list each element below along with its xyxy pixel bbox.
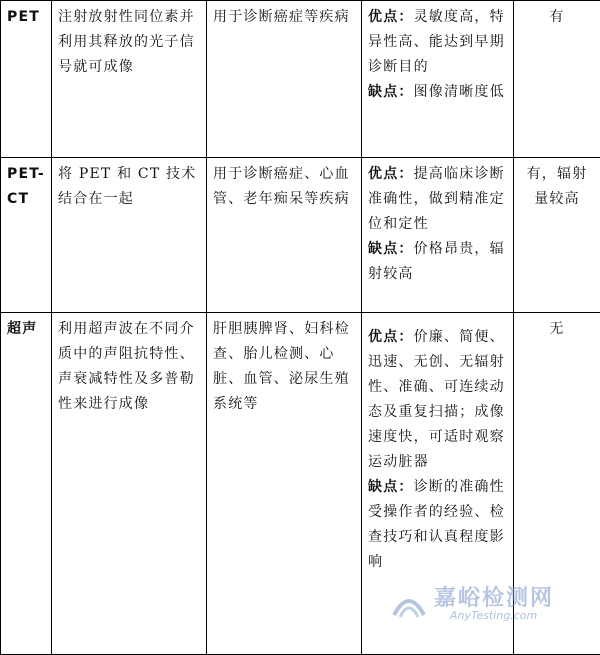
table-row bbox=[1, 313, 600, 655]
modality-name: PET-CT bbox=[1, 158, 52, 313]
cons-text: 价格昂贵，辐射较高 bbox=[368, 241, 505, 282]
modality-name: PET bbox=[1, 1, 52, 158]
watermark-en-text: AnyTesting.com bbox=[450, 609, 537, 622]
pros-text: 价廉、简便、迅速、无创、无辐射性、准确、可连续动态及重复扫描；成像速度快，可适时观察运动脏器 bbox=[368, 329, 505, 470]
application-cell: 用于诊断癌症等疾病 bbox=[207, 1, 362, 158]
cons-text: 图像清晰度低 bbox=[414, 84, 505, 100]
pros-label: 优点： bbox=[368, 329, 414, 345]
radiation-cell: 无 bbox=[514, 313, 600, 655]
pros-cons-cell bbox=[362, 313, 514, 655]
table-row bbox=[1, 1, 600, 158]
table-row bbox=[1, 158, 600, 313]
application-cell: 肝胆胰脾肾、妇科检查、胎儿检测、心脏、血管、泌尿生殖系统等 bbox=[207, 313, 362, 655]
watermark-cn-text: 嘉峪检测网 bbox=[434, 581, 554, 612]
modality-name: 超声 bbox=[1, 313, 52, 655]
cons-label: 缺点： bbox=[368, 84, 414, 100]
principle-cell: 将 PET 和 CT 技术结合在一起 bbox=[52, 158, 207, 313]
pros-label: 优点： bbox=[368, 9, 414, 25]
pros-cons-cell bbox=[362, 1, 514, 158]
principle-cell: 注射放射性同位素并利用其释放的光子信号就可成像 bbox=[52, 1, 207, 158]
pros-text: 提高临床诊断准确性，做到精准定位和定性 bbox=[368, 166, 505, 232]
pros-text: 灵敏度高，特异性高、能达到早期诊断目的 bbox=[368, 9, 505, 75]
cons-label: 缺点： bbox=[368, 479, 414, 495]
pros-label: 优点： bbox=[368, 166, 414, 182]
application-cell: 用于诊断癌症、心血管、老年痴呆等疾病 bbox=[207, 158, 362, 313]
radiation-cell: 有，辐射量较高 bbox=[514, 158, 600, 313]
cons-text: 诊断的准确性受操作者的经验、检查技巧和认真程度影响 bbox=[368, 479, 505, 570]
principle-cell: 利用超声波在不同介质中的声阻抗特性、声衰减特性及多普勒性来进行成像 bbox=[52, 313, 207, 655]
radiation-cell: 有 bbox=[514, 1, 600, 158]
pros-cons-cell bbox=[362, 158, 514, 313]
cons-label: 缺点： bbox=[368, 241, 414, 257]
